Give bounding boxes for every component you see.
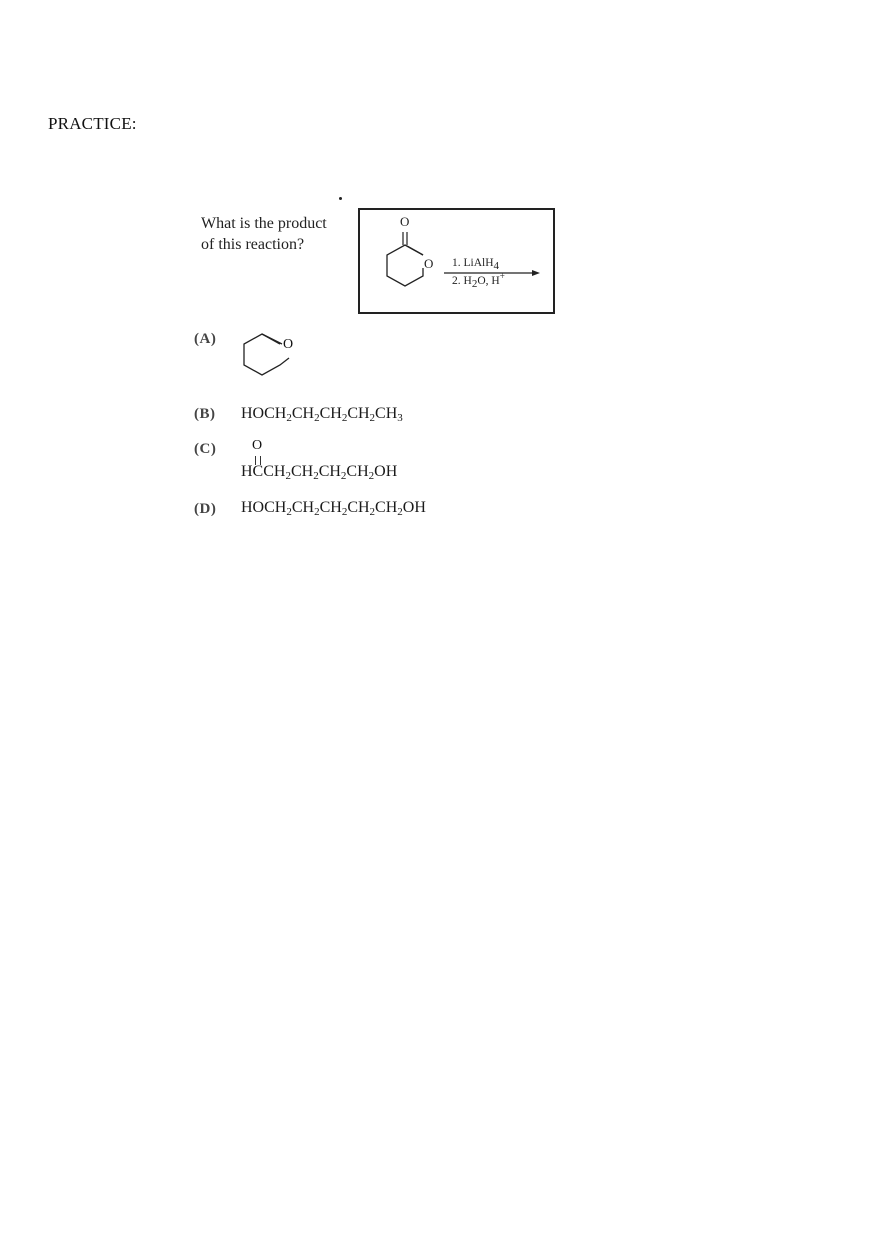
carbonyl-oxygen: O — [400, 214, 410, 229]
option-c-carbonyl-oxygen: O — [252, 438, 263, 453]
question-text — [201, 213, 351, 255]
question-line-2: of this reaction? — [201, 236, 305, 253]
option-a-oxygen: O — [283, 337, 294, 352]
option-a-structure[interactable] — [232, 328, 302, 393]
option-d-formula[interactable]: $HOCH_2CH_2CH_2CH_2CH_2OH$ — [241, 499, 426, 518]
stray-mark — [339, 197, 342, 200]
option-a-label[interactable]: (A) — [194, 331, 217, 347]
page-heading: PRACTICE: — [48, 114, 137, 133]
reagent-step-2: 2. $H_2O$, H+ — [452, 271, 505, 290]
question-line-1: What is the product — [201, 215, 327, 232]
reaction-box — [358, 208, 555, 314]
option-b-label[interactable]: (B) — [194, 406, 216, 422]
option-c-label[interactable]: (C) — [194, 441, 217, 457]
option-b-formula[interactable]: $HOCH_2CH_2CH_2CH_2CH_3$ — [241, 405, 403, 424]
option-c-formula[interactable]: $HCCH_2CH_2CH_2CH_2OH$ — [241, 463, 398, 482]
option-d-label[interactable]: (D) — [194, 501, 217, 517]
ring-oxygen: O — [424, 256, 434, 271]
reagent-step-1: 1. LiAlH$_4$ — [452, 257, 500, 272]
